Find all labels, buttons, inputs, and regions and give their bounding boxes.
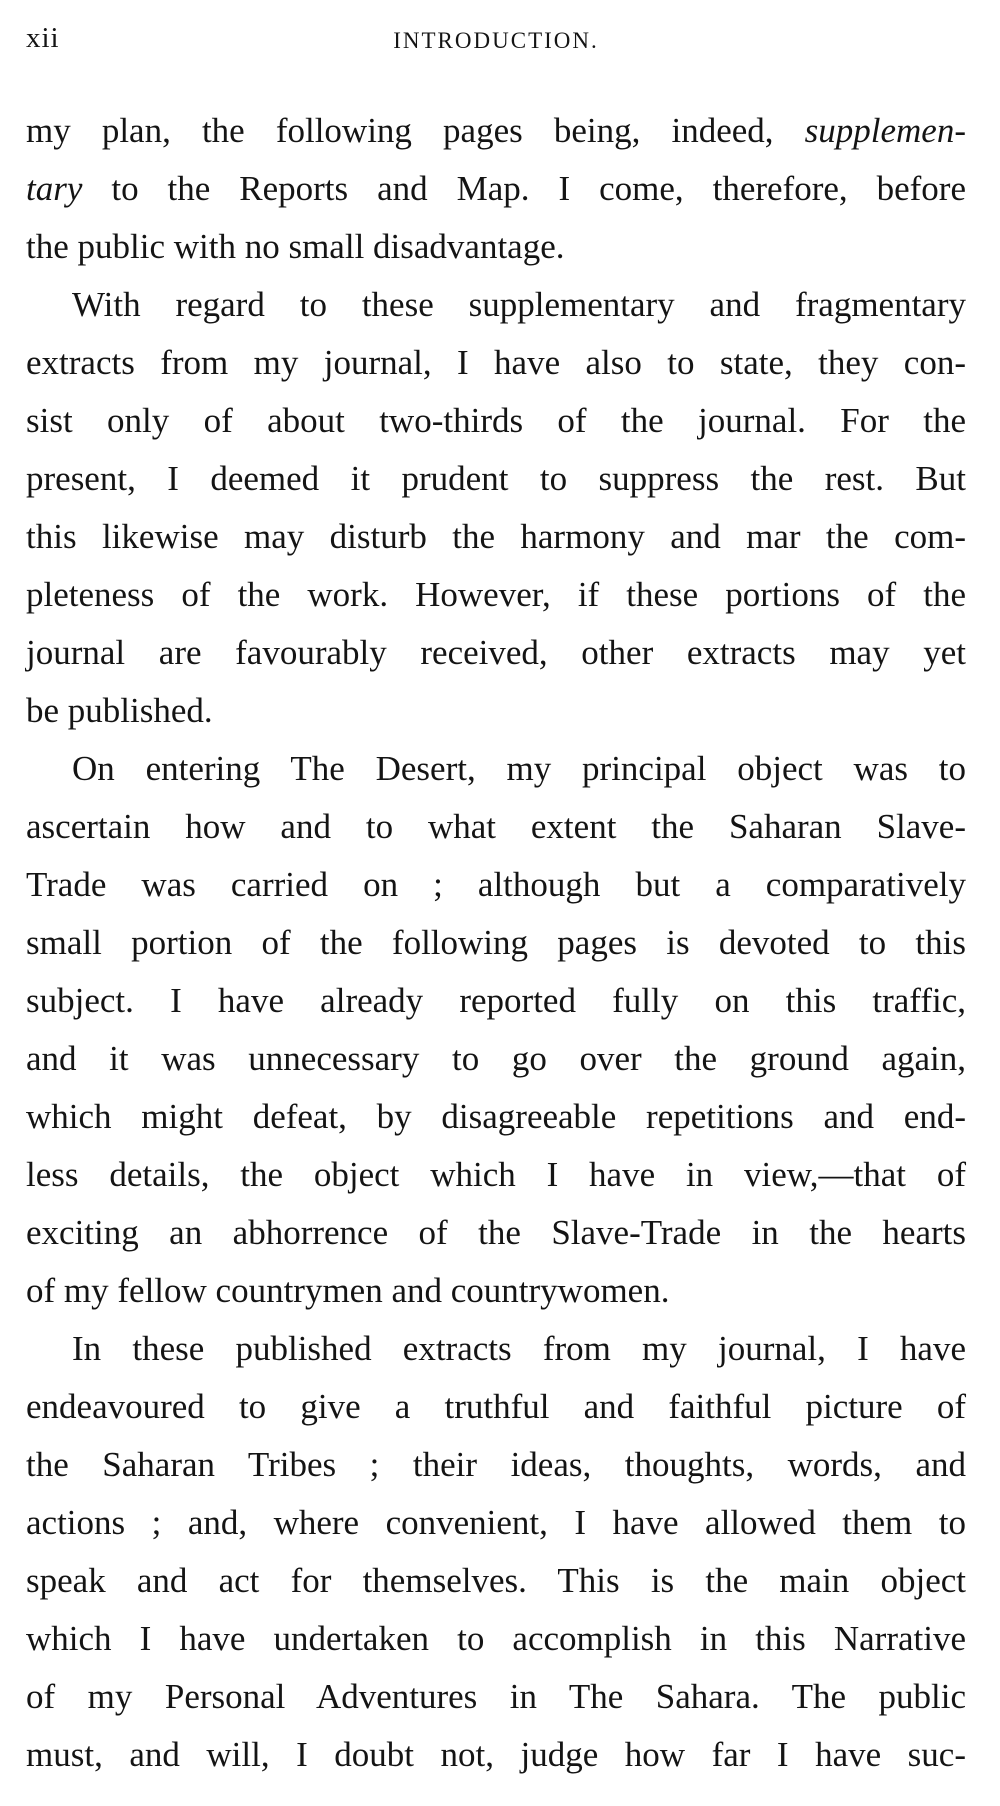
line-text: this likewise may disturb the harmony and mar the com- — [26, 517, 966, 556]
text-line — [26, 1320, 966, 1378]
text-line — [26, 1552, 966, 1610]
text-line — [26, 218, 966, 276]
italic-text: supplemen- — [804, 111, 966, 150]
text-line — [26, 450, 966, 508]
text-line — [26, 856, 966, 914]
line-text: speak and act for themselves. This is the main object — [26, 1561, 966, 1600]
text-line — [26, 508, 966, 566]
text-line — [26, 160, 966, 218]
text-line — [26, 1030, 966, 1088]
text-line — [26, 798, 966, 856]
body-text — [26, 102, 966, 1784]
line-text: must, and will, I doubt not, judge how far I have suc- — [26, 1735, 966, 1774]
text-line — [26, 392, 966, 450]
line-text: On entering The Desert, my principal object was to — [72, 749, 966, 788]
paragraph — [26, 276, 966, 740]
line-text: Trade was carried on ; although but a comparatively — [26, 865, 966, 904]
line-text: In these published extracts from my journal, I have — [72, 1329, 966, 1368]
paragraph — [26, 740, 966, 1320]
text-line — [26, 1088, 966, 1146]
text-line — [26, 1494, 966, 1552]
text-line — [26, 1436, 966, 1494]
text-line — [26, 102, 966, 160]
text-line — [26, 1262, 966, 1320]
line-text: less details, the object which I have in view,—that of — [26, 1155, 966, 1194]
line-text: ascertain how and to what extent the Saharan Slave- — [26, 807, 966, 846]
text-line — [26, 1378, 966, 1436]
line-text: extracts from my journal, I have also to state, they con- — [26, 343, 966, 382]
page-header — [26, 22, 966, 62]
line-text: subject. I have already reported fully on this traffic, — [26, 981, 966, 1020]
text-line — [26, 914, 966, 972]
page-number: xii — [26, 22, 60, 54]
text-line — [26, 1204, 966, 1262]
text-line — [26, 276, 966, 334]
line-text: the Saharan Tribes ; their ideas, thoughts, words, and — [26, 1445, 966, 1484]
line-text: With regard to these supplementary and fragmentary — [72, 285, 966, 324]
text-line — [26, 334, 966, 392]
line-text: of my fellow countrymen and countrywomen. — [26, 1271, 670, 1310]
paragraph — [26, 102, 966, 276]
line-text: the public with no small disadvantage. — [26, 227, 565, 266]
line-text: and it was unnecessary to go over the ground again, — [26, 1039, 966, 1078]
line-text: exciting an abhorrence of the Slave-Trade in the hearts — [26, 1213, 966, 1252]
line-text: journal are favourably received, other extracts may yet — [26, 633, 966, 672]
text-line — [26, 972, 966, 1030]
text-line — [26, 1146, 966, 1204]
line-text: to the Reports and Map. I come, therefore, before — [82, 169, 966, 208]
text-line — [26, 1668, 966, 1726]
italic-text: tary — [26, 169, 83, 208]
line-text: my plan, the following pages being, indeed, — [26, 111, 805, 150]
line-text: which I have undertaken to accomplish in this Narrative — [26, 1619, 966, 1658]
line-text: present, I deemed it prudent to suppress the rest. But — [26, 459, 966, 498]
text-line — [26, 740, 966, 798]
text-line — [26, 1610, 966, 1668]
line-text: actions ; and, where convenient, I have allowed them to — [26, 1503, 966, 1542]
text-line — [26, 1726, 966, 1784]
line-text: pleteness of the work. However, if these portions of the — [26, 575, 966, 614]
text-line — [26, 682, 966, 740]
line-text: which might defeat, by disagreeable repetitions and end- — [26, 1097, 966, 1136]
paragraph — [26, 1320, 966, 1784]
text-line — [26, 566, 966, 624]
line-text: endeavoured to give a truthful and faithful picture of — [26, 1387, 966, 1426]
line-text: of my Personal Adventures in The Sahara. The public — [26, 1677, 966, 1716]
text-line — [26, 624, 966, 682]
line-text: small portion of the following pages is devoted to this — [26, 923, 966, 962]
line-text: be published. — [26, 691, 213, 730]
running-head: INTRODUCTION. — [393, 28, 599, 53]
line-text: sist only of about two-thirds of the journal. For the — [26, 401, 966, 440]
